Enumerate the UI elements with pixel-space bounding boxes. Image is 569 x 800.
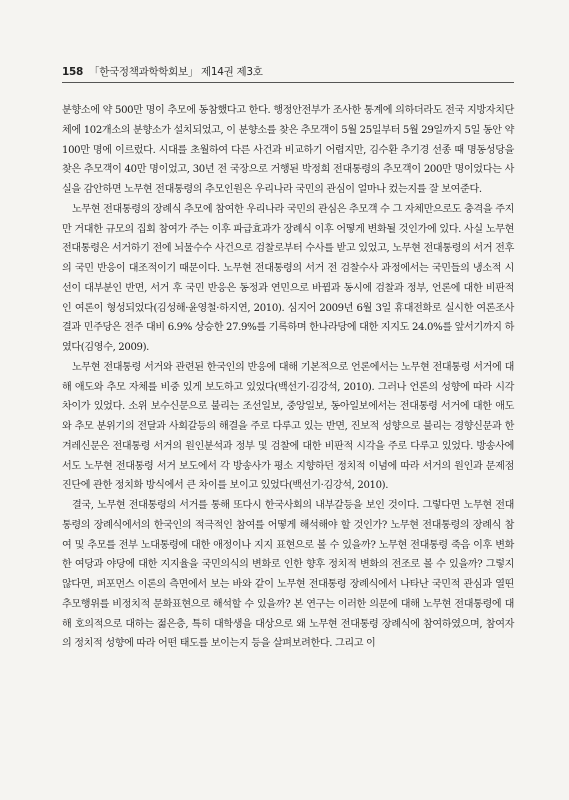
paragraph-4: 결국, 노무현 전대통령의 서거를 통해 또다시 한국사회의 내부갈등을 보인 것이다. 그렇다면 노무현 전대통령의 장례식에서의 한국인의 적극적인 참여를 어떻게 해석해야 할 것인가? 노무현 전대통령의 장례식 참여 및 추모를 전부 노대통령에 대한 애정이나 지지 표현으로 볼 수 있을까? 노무현 전대통령 죽음 이후 변화한 여당과 야당에 대한 지지율을 국민의식의 변화로 인한 향후 정치적 변화의 전조로 볼 수 있을까? 그렇지 않다면, 퍼포먼스 이론의 측면에서 보는 바와 같이 노무현 전대통령 장례식에서 나타난 국민적 관심과 열띤 추모행위를 비정치적 문화표현으로 해석할 수 있을까? 본 연구는 이러한 의문에 대해 노무현 전대통령에 대해 호의적으로 대하는 젊은층, 특히 대학생을 대상으로 왜 노무현 전대통령 장례식에 참여하였으며, 참여자의 정치적 성향에 따라 어떤 태도를 보이는지 등을 살펴보려한다. 그리고 이 (62, 500, 514, 650)
journal-title: 「한국정책과학학회보」 제14권 제3호 (89, 66, 263, 78)
paragraph-1: 분향소에 약 500만 명이 추모에 동참했다고 한다. 행정안전부가 조사한 통계에 의하더라도 전국 지방자치단체에 102개소의 분향소가 설치되었고, 이 분향소를 찾은 추모객이 5월 25일부터 5월 29일까지 5일 동안 약 100만 명에 이르렀다. 시대를 초월하여 다른 사건과 비교하기 어렵지만, 김수환 추기경 선종 때 명동성당을 찾은 추모객이 40만 명이었고, 30년 전 국장으로 거행된 박정희 전대통령의 추모객이 200만 명이었다는 사실을 감안하면 노무현 전대통령의 추모인원은 우리나라 국민의 관심이 얼마나 컸는지를 잘 보여준다. (62, 105, 514, 195)
running-header (62, 64, 512, 79)
paragraph-3: 노무현 전대통령 서거와 관련된 한국인의 반응에 대해 기본적으로 언론에서는 노무현 전대통령 서거에 대해 애도와 추모 자체를 비중 있게 보도하고 있었다(백선기·김강석, 2010). 그러나 언론의 성향에 따라 시각차이가 있었다. 소위 보수신문으로 불리는 조선일보, 중앙일보, 동아일보에서는 전대통령 서거에 대한 애도와 추모 분위기의 전달과 사회갈등의 해결을 주로 다루고 있는 반면, 진보적 성향으로 불리는 경향신문과 한겨레신문은 전대통령 서거의 원인분석과 정부 및 검찰에 대한 비판적 시각을 주로 다루고 있었다. 방송사에서도 노무현 전대통령 서거 보도에서 각 방송사가 평소 지향하던 정치적 이념에 따라 서거의 원인과 문제점 진단에 관한 정치화 방식에서 큰 차이를 보이고 있었다(백선기·김강석, 2010). (62, 361, 514, 492)
body-text (62, 101, 514, 654)
paragraph-2: 노무현 전대통령의 장례식 추모에 참여한 우리나라 국민의 관심은 추모객 수 그 자체만으로도 충격을 주지만 거대한 규모의 집회 참여가 주는 이후 파급효과가 장례식 이후 어떻게 변화될 것인가에 있다. 사실 노무현 전대통령은 서거하기 전에 뇌물수수 사건으로 검찰로부터 수사를 받고 있었고, 노무현 전대통령의 서거 전후의 국민 반응이 대조적이기 때문이다. 노무현 전대통령의 서거 전 검찰수사 과정에서는 국민들의 냉소적 시선이 대부분인 반면, 서거 후 국민 반응은 동정과 연민으로 바뀜과 동시에 검찰과 정부, 언론에 대한 비판적인 여론이 형성되었다(김성해·윤영철·하지연, 2010). 심지어 2009년 6월 3일 휴대전화로 실시한 여론조사 결과 민주당은 전주 대비 6.9% 상승한 27.9%를 기록하며 한나라당에 대한 지지도 24.0%를 앞서기까지 하였다(김영수, 2009). (62, 203, 514, 353)
header-rule (62, 82, 514, 83)
page-number: 158 (62, 66, 84, 78)
